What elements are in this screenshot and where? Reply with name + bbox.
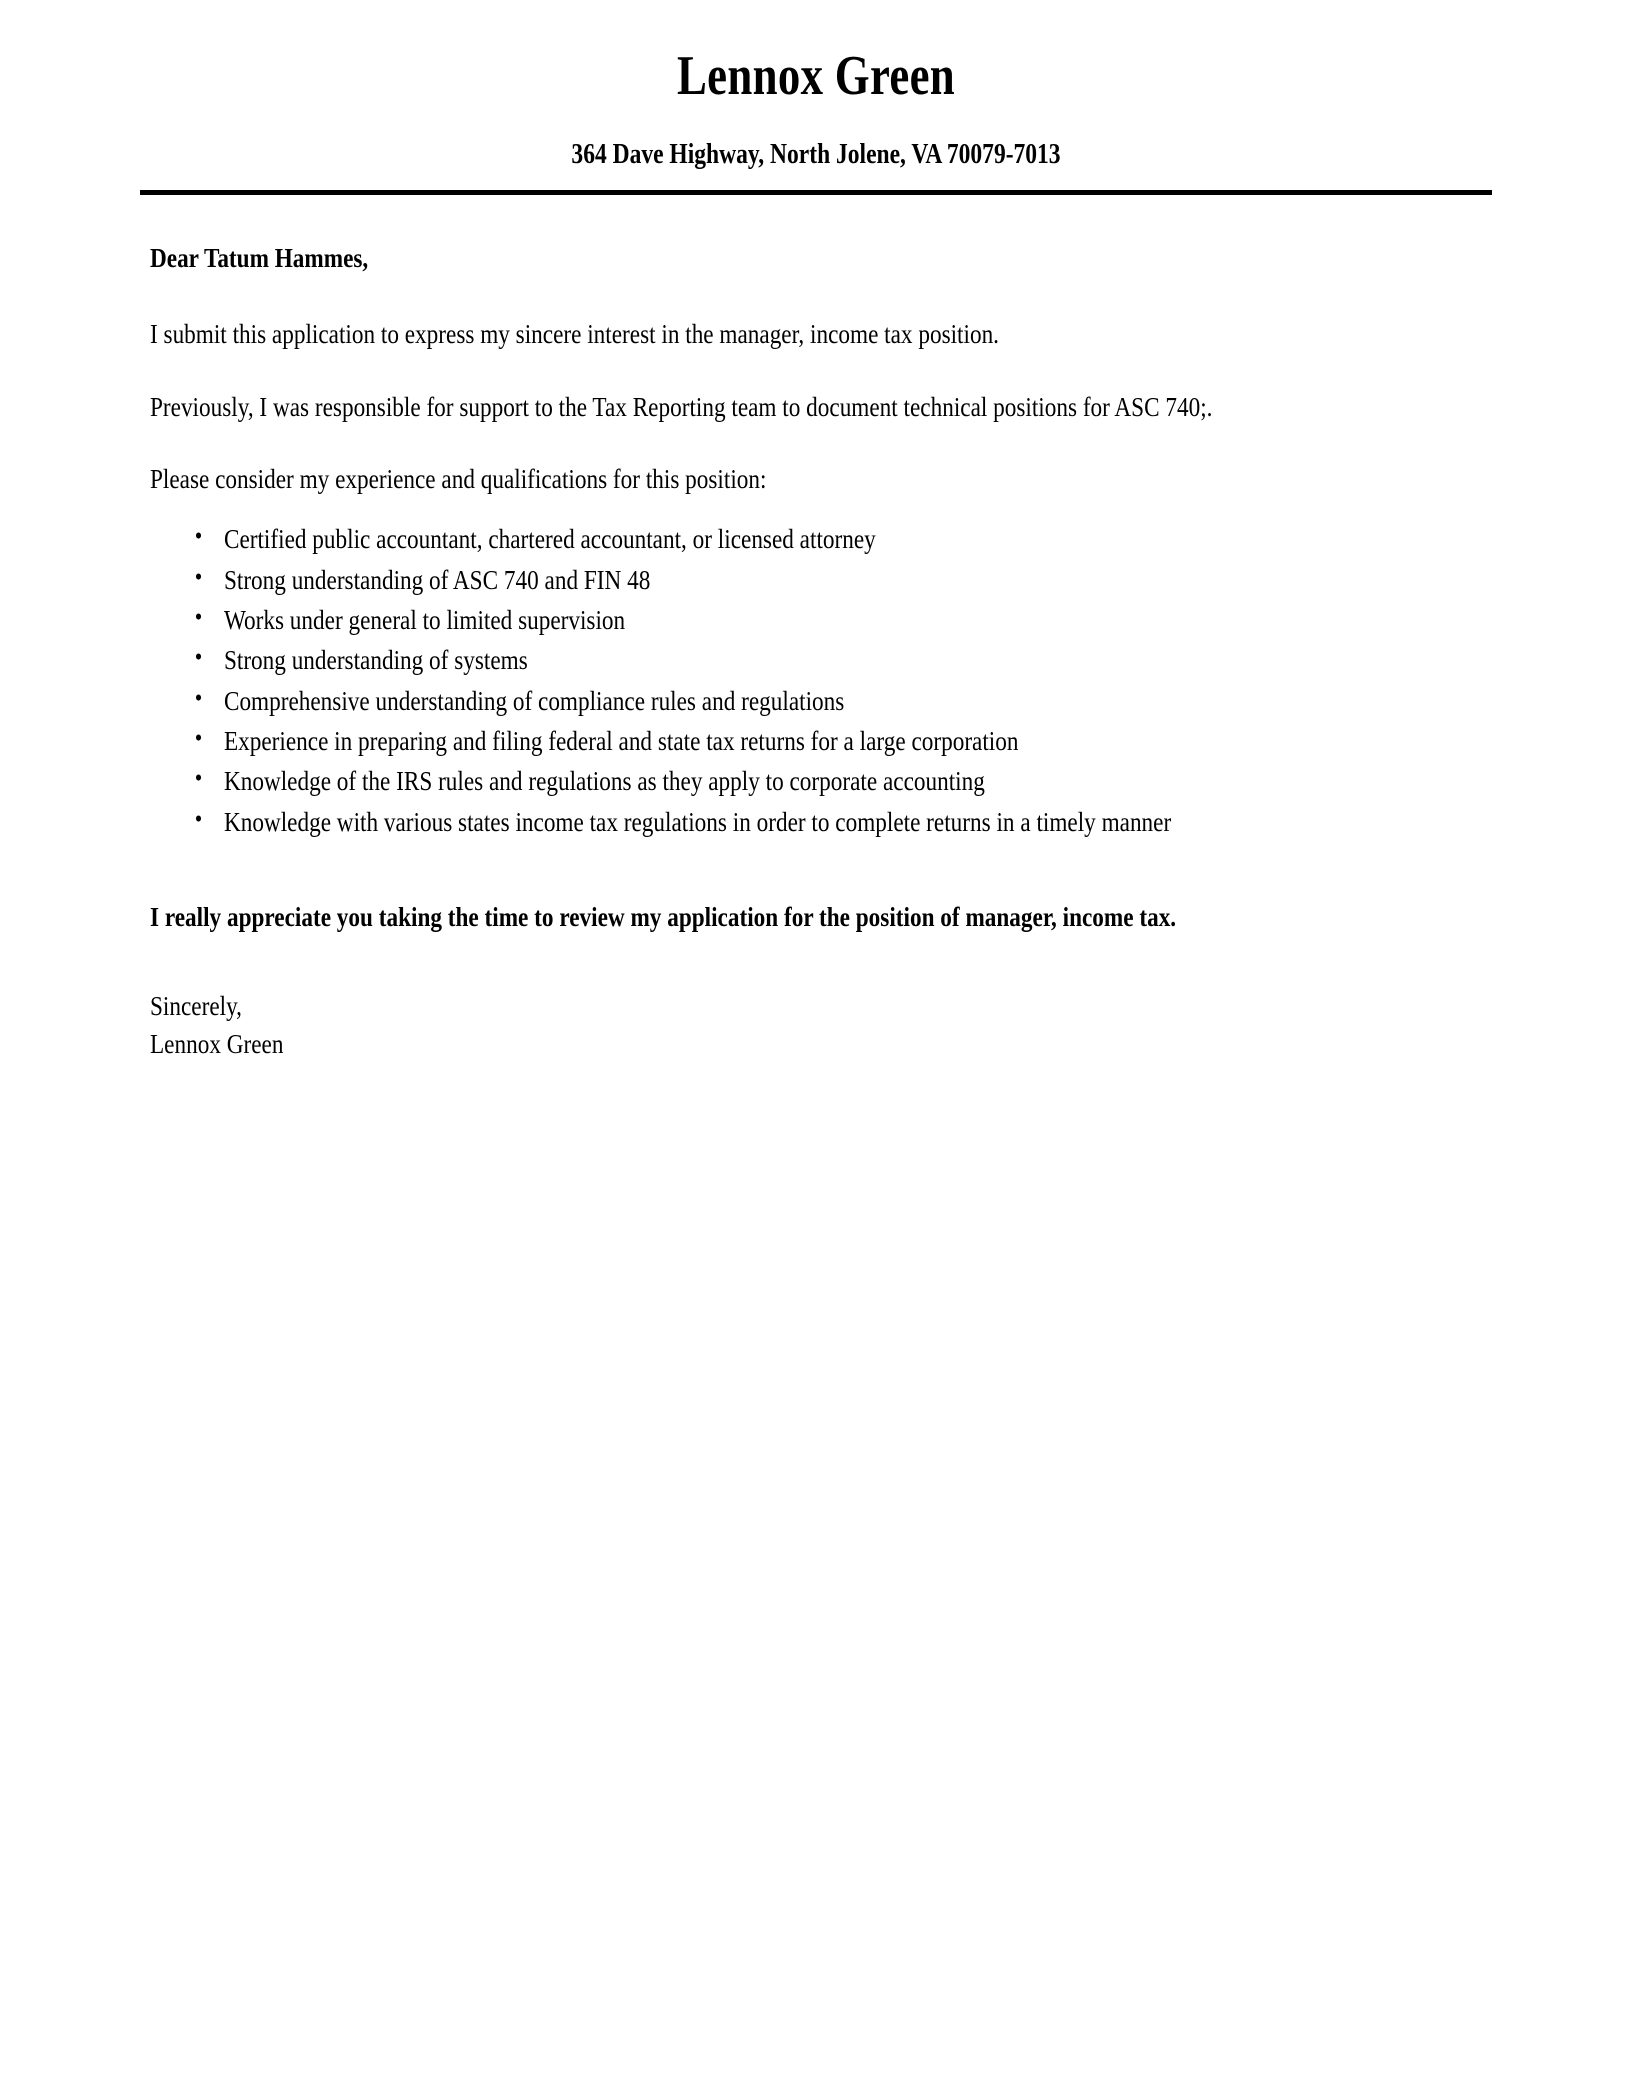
list-item: • Comprehensive understanding of compliance rules and regulations — [195, 682, 1531, 720]
body-paragraph-1: I submit this application to express my sincere interest in the manager, income tax position. — [150, 319, 999, 350]
letter-header — [0, 0, 1632, 172]
applicant-address: 364 Dave Highway, North Jolene, VA 70079-7013 — [571, 139, 1061, 171]
letter-body — [150, 195, 1487, 1063]
qualifications-intro: Please consider my experience and qualifications for this position: — [150, 464, 767, 495]
closing-statement: I really appreciate you taking the time to review my application for the position of manager, income tax. — [150, 902, 1177, 932]
salutation: Dear Tatum Hammes, — [150, 243, 369, 274]
list-item: • Strong understanding of ASC 740 and FIN 48 — [195, 561, 1531, 599]
signature-name: Lennox Green — [150, 1029, 284, 1060]
signature-block — [150, 987, 1486, 1064]
list-item: • Strong understanding of systems — [195, 641, 1531, 679]
list-item: • Certified public accountant, chartered accountant, or licensed attorney — [195, 520, 1531, 558]
sign-off: Sincerely, — [150, 990, 242, 1021]
page-title: Lennox Green — [676, 45, 956, 107]
list-item: • Experience in preparing and filing federal and state tax returns for a large corporation — [195, 722, 1531, 760]
list-item: • Works under general to limited supervision — [195, 601, 1531, 639]
list-item: • Knowledge of the IRS rules and regulations as they apply to corporate accounting — [195, 762, 1531, 800]
body-paragraph-2: Previously, I was responsible for support to the Tax Reporting team to document technical positions for ASC 740;. — [150, 391, 1213, 422]
qualifications-list — [150, 520, 1531, 841]
list-item: • Knowledge with various states income tax regulations in order to complete returns in a timely manner — [195, 803, 1531, 841]
